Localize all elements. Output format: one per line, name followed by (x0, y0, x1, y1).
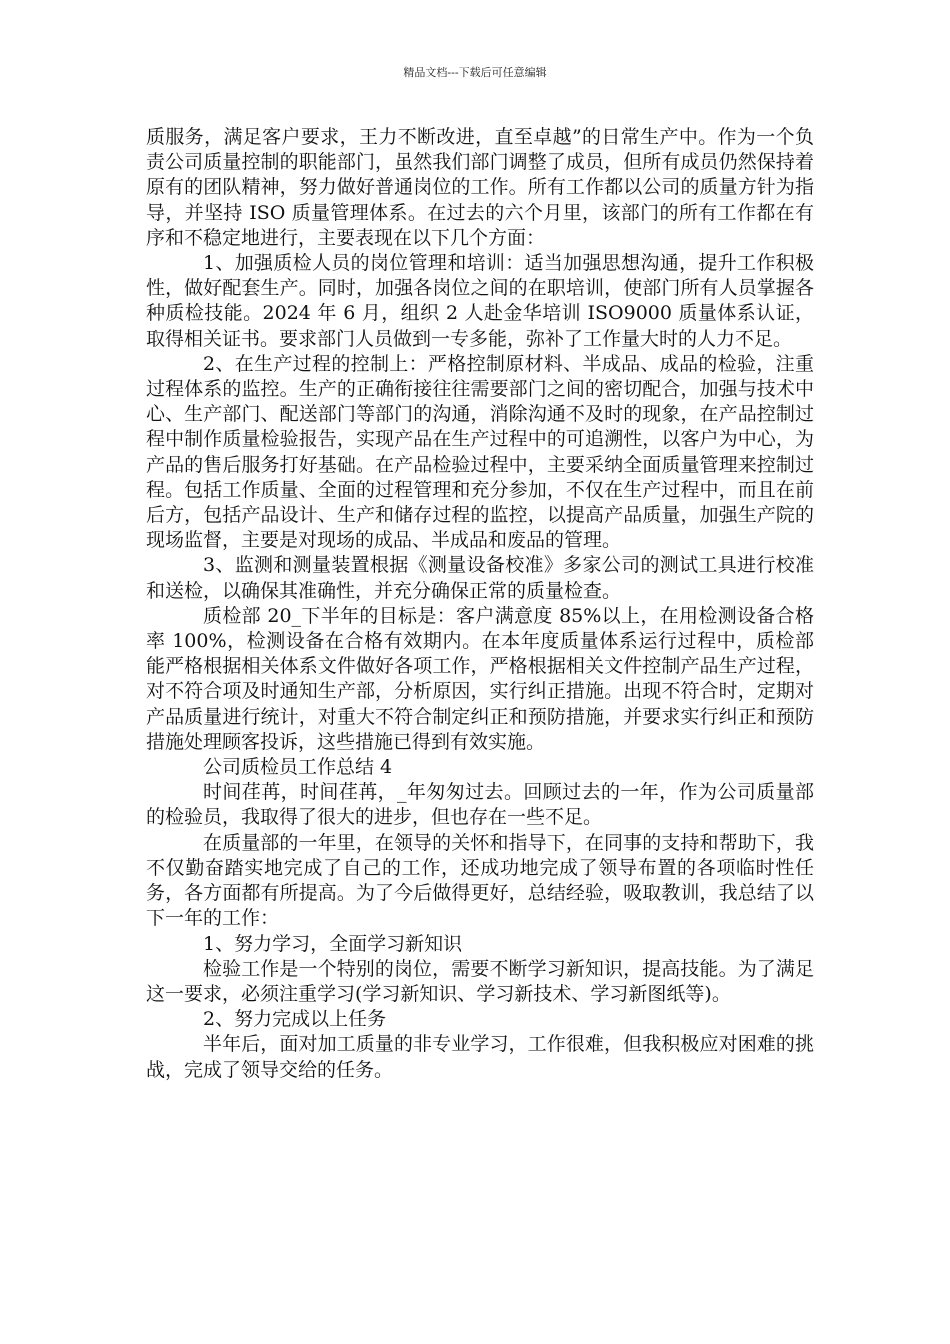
paragraph: 2、在生产过程的控制上：严格控制原材料、半成品、成品的检验，注重过程体系的监控。生产的正确衔接往往需要部门之间的密切配合，加强与技术中心、生产部门、配送部门等部门的沟通，消除沟通不及时的现象，在产品控制过程中制作质量检验报告，实现产品在生产过程中的可追溯性，以客户为中心，为产品的售后服务打好基础。在产品检验过程中，主要采纳全面质量管理来控制过程。包括工作质量、全面的过程管理和充分参加，不仅在生产过程中，而且在前后方，包括产品设计、生产和储存过程的监控，以提高产品质量，加强生产院的现场监督，主要是对现场的成品、半成品和废品的管理。 (146, 352, 814, 552)
document-body (146, 125, 814, 1083)
paragraph: 3、监测和测量装置根据《测量设备校准》多家公司的测试工具进行校准和送检，以确保其准确性，并充分确保正常的质量检查。 (146, 554, 814, 602)
page-header: 精品文档---下载后可任意编辑 (403, 66, 547, 79)
paragraph: 1、加强质检人员的岗位管理和培训：适当加强思想沟通，提升工作积极性，做好配套生产。同时，加强各岗位之间的在职培训，使部门所有人员掌握各种质检技能。2024 年 6 月，组织 2 人赴金华培训 ISO9000 质量体系认证，取得相关证书。要求部门人员做到一专多能，弥补了工作量大时的人力不足。 (146, 252, 814, 350)
paragraph: 质检部 20_下半年的目标是：客户满意度 85%以上，在用检测设备合格率 100%，检测设备在合格有效期内。在本年度质量体系运行过程中，质检部能严格根据相关体系文件做好各项工作，严格根据相关文件控制产品生产过程，对不符合项及时通知生产部，分析原因，实行纠正措施。出现不符合时，定期对产品质量进行统计，对重大不符合制定纠正和预防措施，并要求实行纠正和预防措施处理顾客投诉，这些措施已得到有效实施。 (146, 604, 814, 753)
paragraph: 检验工作是一个特别的岗位，需要不断学习新知识，提高技能。为了满足这一要求，必须注重学习(学习新知识、学习新技术、学习新图纸等)。 (146, 957, 814, 1005)
section-heading: 公司质检员工作总结 4 (203, 756, 393, 779)
paragraph: 半年后，面对加工质量的非专业学习，工作很难，但我积极应对困难的挑战，完成了领导交给的任务。 (146, 1033, 814, 1081)
paragraph: 时间荏苒，时间荏苒，_年匆匆过去。回顾过去的一年，作为公司质量部的检验员，我取得了很大的进步，但也存在一些不足。 (146, 781, 814, 829)
list-item-heading: 1、努力学习，全面学习新知识 (203, 932, 463, 955)
list-item-heading: 2、努力完成以上任务 (203, 1008, 387, 1031)
paragraph: 质服务，满足客户要求，王力不断改进，直至卓越”的日常生产中。作为一个负责公司质量控制的职能部门，虽然我们部门调整了成员，但所有成员仍然保持着原有的团队精神，努力做好普通岗位的工作。所有工作都以公司的质量方针为指导，并坚持 ISO 质量管理体系。在过去的六个月里，该部门的所有工作都在有序和不稳定地进行，主要表现在以下几个方面： (146, 126, 814, 249)
paragraph: 在质量部的一年里，在领导的关怀和指导下，在同事的支持和帮助下，我不仅勤奋踏实地完成了自己的工作，还成功地完成了领导布置的各项临时性任务，各方面都有所提高。为了今后做得更好，总结经验，吸取教训，我总结了以下一年的工作： (146, 831, 814, 930)
